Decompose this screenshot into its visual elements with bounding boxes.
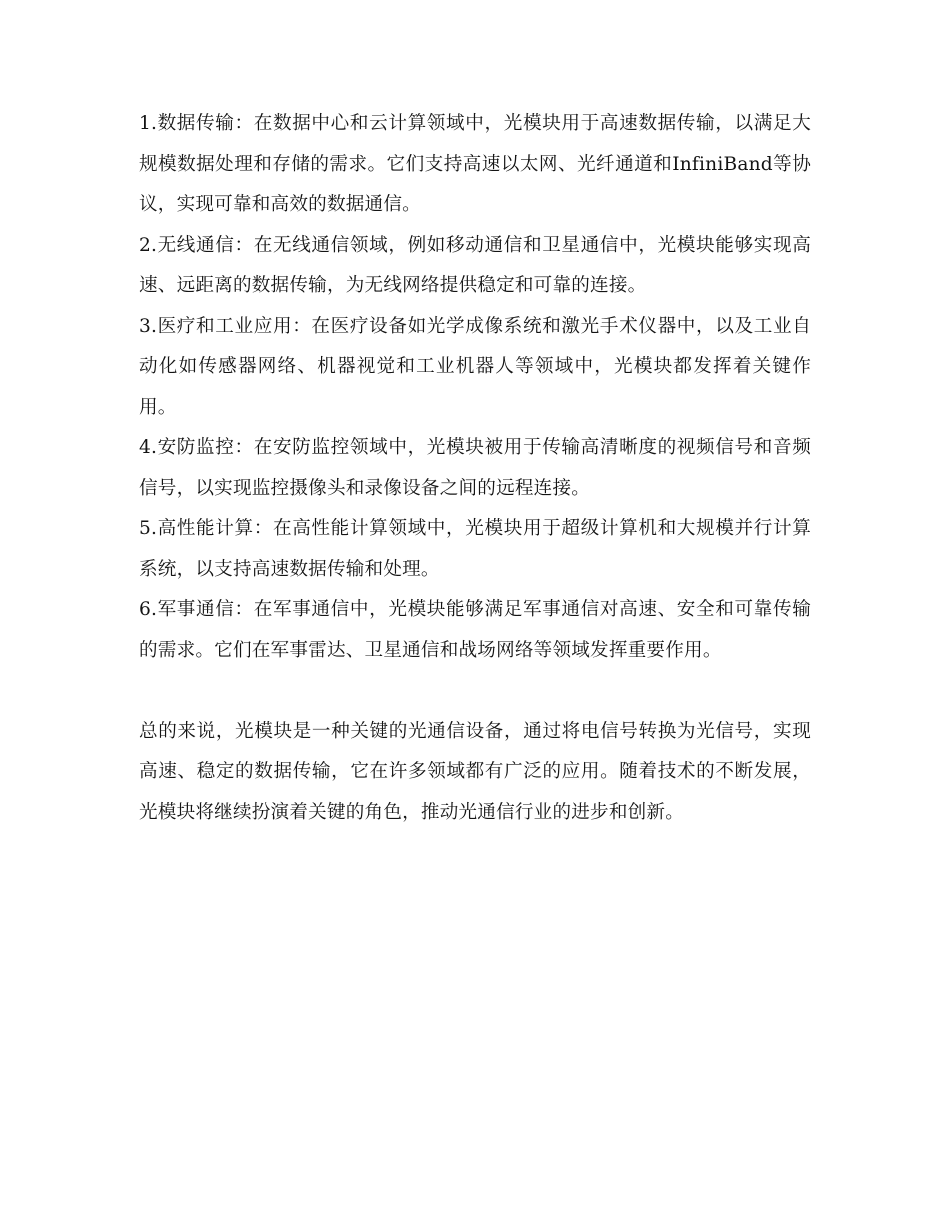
list-item-security-monitoring: 4.安防监控：在安防监控领域中，光模块被用于传输高清晰度的视频信号和音频信号，以实现监控摄像头和录像设备之间的远程连接。 [139, 437, 811, 499]
conclusion-paragraph: 总的来说，光模块是一种关键的光通信设备，通过将电信号转换为光信号，实现高速、稳定的数据传输，它在许多领域都有广泛的应用。随着技术的不断发展，光模块将继续扮演着关键的角色，推动光通信行业的进步和创新。 [139, 720, 811, 823]
list-item-high-performance-computing: 5.高性能计算：在高性能计算领域中，光模块用于超级计算机和大规模并行计算系统，以支持高速数据传输和处理。 [139, 518, 811, 580]
list-item-medical-industrial: 3.医疗和工业应用：在医疗设备如光学成像系统和激光手术仪器中，以及工业自动化如传感器网络、机器视觉和工业机器人等领域中，光模块都发挥着关键作用。 [139, 315, 811, 418]
list-item-data-transmission: 1.数据传输：在数据中心和云计算领域中，光模块用于高速数据传输，以满足大规模数据处理和存储的需求。它们支持高速以太网、光纤通道和InfiniBand等协议，实现可靠和高效的数据通信。 [139, 113, 811, 215]
document-body [139, 104, 811, 833]
list-item-wireless-communication: 2.无线通信：在无线通信领域，例如移动通信和卫星通信中，光模块能够实现高速、远距离的数据传输，为无线网络提供稳定和可靠的连接。 [139, 234, 811, 296]
list-item-military-communication: 6.军事通信：在军事通信中，光模块能够满足军事通信对高速、安全和可靠传输的需求。它们在军事雷达、卫星通信和战场网络等领域发挥重要作用。 [139, 599, 811, 661]
paragraph-spacer [139, 671, 811, 712]
